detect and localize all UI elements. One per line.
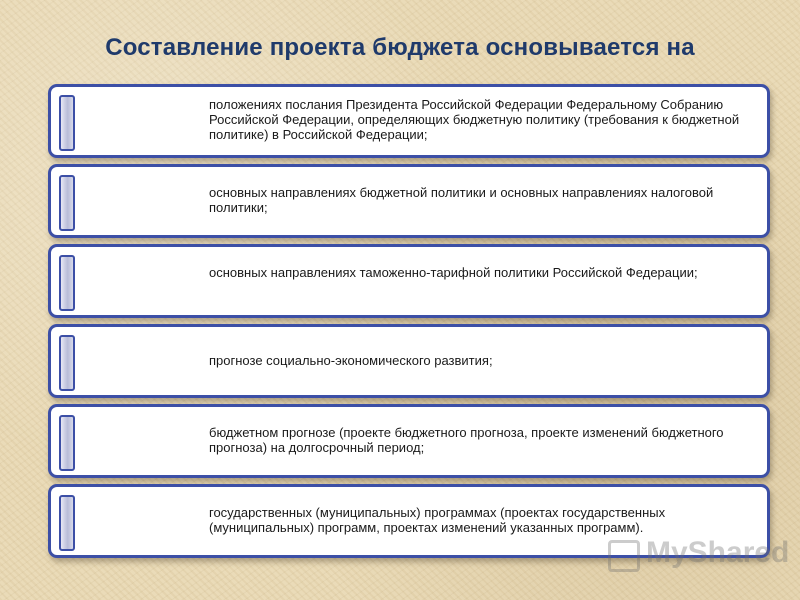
watermark-logo-icon [608, 540, 640, 572]
bullet-marker-icon [59, 175, 75, 231]
item-text: бюджетном прогнозе (проекте бюджетного прогноза, проекте изменений бюджетного прогноза) на долгосрочный период; [209, 425, 724, 455]
watermark-text: MyShared [646, 536, 790, 569]
list-item [48, 244, 770, 318]
bullet-marker-icon [59, 255, 75, 311]
watermark [608, 536, 790, 576]
bullet-marker-icon [59, 495, 75, 551]
item-text: государственных (муниципальных) программах (проектах государственных (муниципальных) программ, проектах изменений указанных программ). [209, 505, 666, 535]
item-panel [48, 404, 770, 478]
list-item [48, 164, 770, 238]
list-item [48, 324, 770, 398]
list-item [48, 404, 770, 478]
item-panel [48, 244, 770, 318]
bullet-marker-icon [59, 415, 75, 471]
slide-title: Составление проекта бюджета основывается на [105, 34, 695, 61]
item-text: основных направлениях бюджетной политики и основных направлениях налоговой политики; [209, 185, 714, 215]
item-panel [48, 324, 770, 398]
item-panel [48, 84, 770, 158]
list-item [48, 84, 770, 158]
bullet-marker-icon [59, 95, 75, 151]
item-text: основных направлениях таможенно-тарифной политики Российской Федерации; [209, 265, 698, 280]
item-panel [48, 164, 770, 238]
bullet-marker-icon [59, 335, 75, 391]
item-text: положениях послания Президента Российской Федерации Федеральному Собранию Российской Федерации, определяющих бюджетную политику (требования к бюджетной политике) в Российской Федерации; [209, 97, 740, 142]
item-text: прогнозе социально-экономического развития; [209, 353, 493, 368]
